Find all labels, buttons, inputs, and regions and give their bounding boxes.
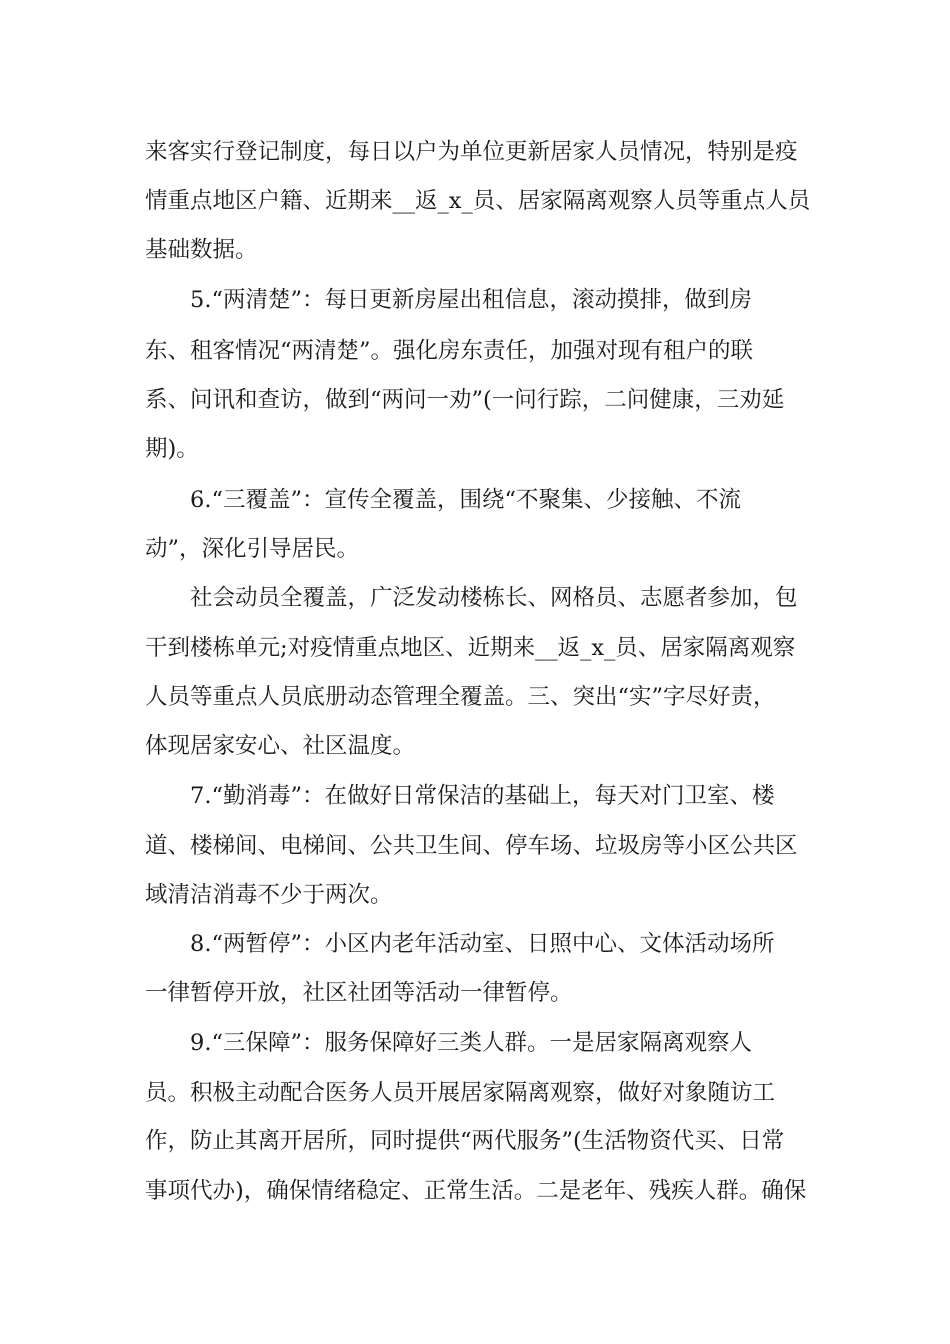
text-line: 期)。 [145,436,199,462]
text-line: 域清洁消毒不少于两次。 [145,882,393,908]
text-line: 系、问讯和查访，做到“两问一劝”(一问行踪，二问健康，三劝延 [145,387,785,413]
text-line: 一律暂停开放，社区社团等活动一律暂停。 [145,980,573,1006]
text-line: 来客实行登记制度，每日以户为单位更新居家人员情况，特别是疫 [145,139,798,165]
text-line: 人员等重点人员底册动态管理全覆盖。三、突出“实”字尽好责， [145,684,776,710]
paragraph-first-line: 9.“三保障”：服务保障好三类人群。一是居家隔离观察人 [190,1030,752,1056]
paragraph-first-line: 社会动员全覆盖，广泛发动楼栋长、网格员、志愿者参加，包 [190,585,798,611]
paragraph-first-line: 7.“勤消毒”：在做好日常保洁的基础上，每天对门卫室、楼 [190,783,775,809]
text-line: 动”，深化引导居民。 [145,536,360,562]
text-line: 体现居家安心、社区温度。 [145,733,416,759]
text-line: 事项代办)，确保情绪稳定、正常生活。二是老年、残疾人群。确保 [145,1178,807,1204]
text-line: 员。积极主动配合医务人员开展居家隔离观察，做好对象随访工 [145,1080,776,1106]
text-line: 基础数据。 [145,237,258,263]
paragraph-first-line: 6.“三覆盖”：宣传全覆盖，围绕“不聚集、少接触、不流 [190,487,741,513]
text-line: 干到楼栋单元;对疫情重点地区、近期来__返_x_员、居家隔离观察 [145,635,796,661]
text-line: 道、楼梯间、电梯间、公共卫生间、停车场、垃圾房等小区公共区 [145,833,798,859]
text-line: 作，防止其离开居所，同时提供“两代服务”(生活物资代买、日常 [145,1128,785,1154]
paragraph-first-line: 5.“两清楚”：每日更新房屋出租信息，滚动摸排，做到房 [190,287,752,313]
text-line: 东、租客情况“两清楚”。强化房东责任，加强对现有租户的联 [145,338,754,364]
paragraph-first-line: 8.“两暂停”：小区内老年活动室、日照中心、文体活动场所 [190,931,775,957]
text-line: 情重点地区户籍、近期来__返_x_员、居家隔离观察人员等重点人员 [145,188,810,214]
